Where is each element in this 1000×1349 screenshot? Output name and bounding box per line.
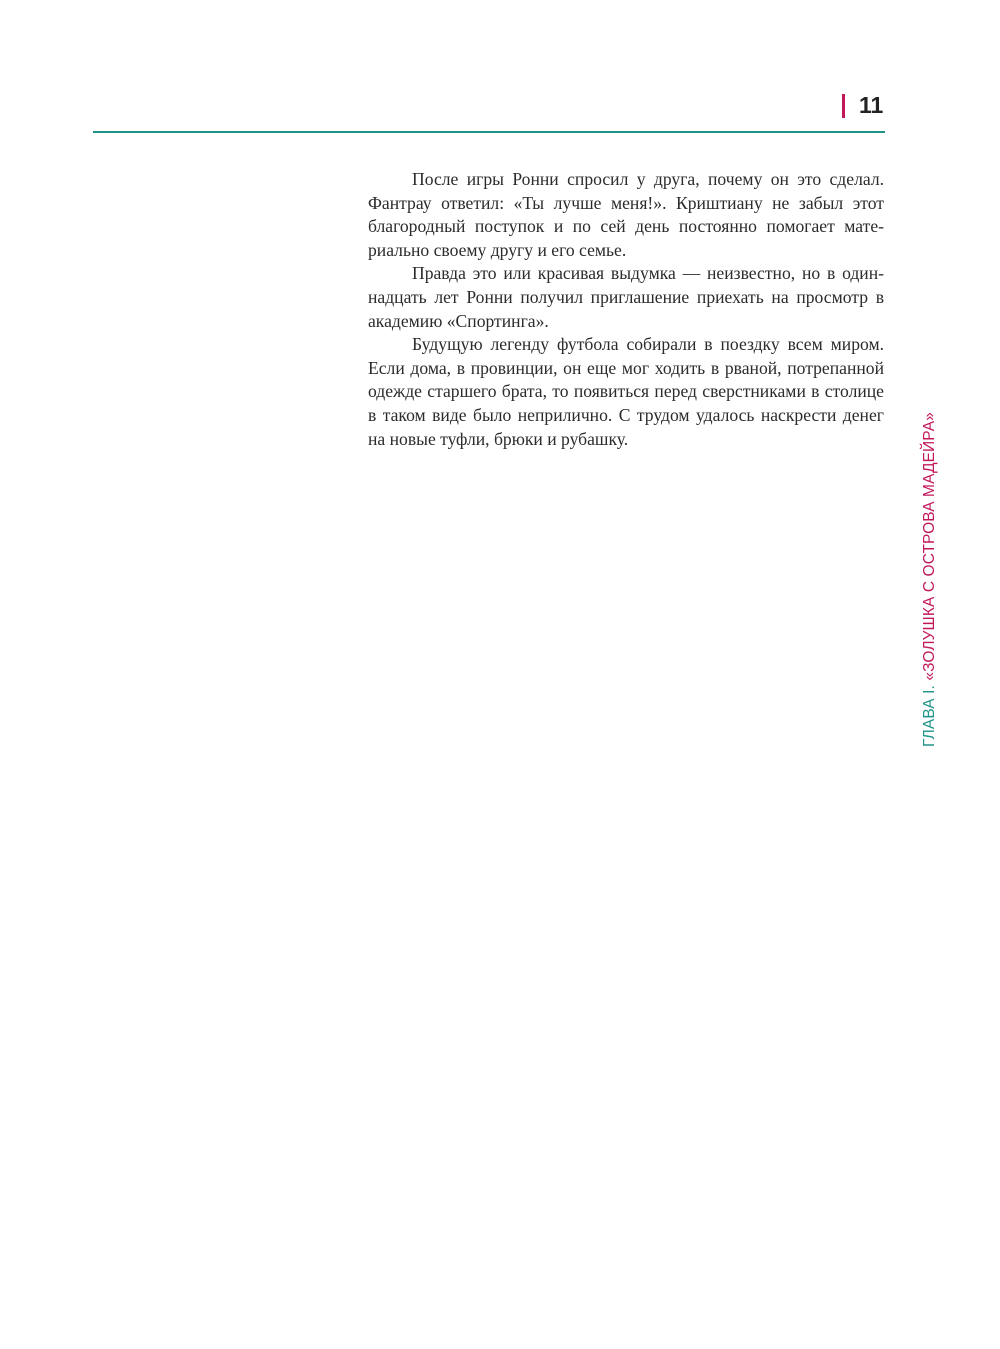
- paragraph: Правда это или красивая выдумка — неизвестно, но в одиннадцать лет Ронни получил приглашение приехать на просмотр в академию «Спортинга».: [368, 263, 884, 331]
- paragraph: После игры Ронни спросил у друга, почему он это сделал. Фантрау ответил: «Ты лучше меня!». Криштиану не забыл этот благородный поступок и по сей день постоянно помогает материально своему другу и его семье.: [368, 169, 884, 260]
- page-number: 11: [859, 92, 884, 118]
- paragraph: Будущую легенду футбола собирали в поездку всем миром. Если дома, в провинции, он еще мог ходить в рваной, потрепанной одежде старшего брата, то появиться перед сверстниками в столице в таком виде было неприлично. С трудом удалось наскрести денег на новые туфли, брюки и рубашку.: [368, 334, 884, 449]
- chapter-title: «ЗОЛУШКА С ОСТРОВА МАДЕЙРА»: [921, 412, 938, 681]
- chapter-label: ГЛАВА I.: [921, 685, 938, 747]
- body-text: [368, 168, 884, 451]
- page-number-marker: [842, 94, 845, 118]
- header-rule: [93, 131, 885, 133]
- chapter-side-title: [920, 412, 940, 747]
